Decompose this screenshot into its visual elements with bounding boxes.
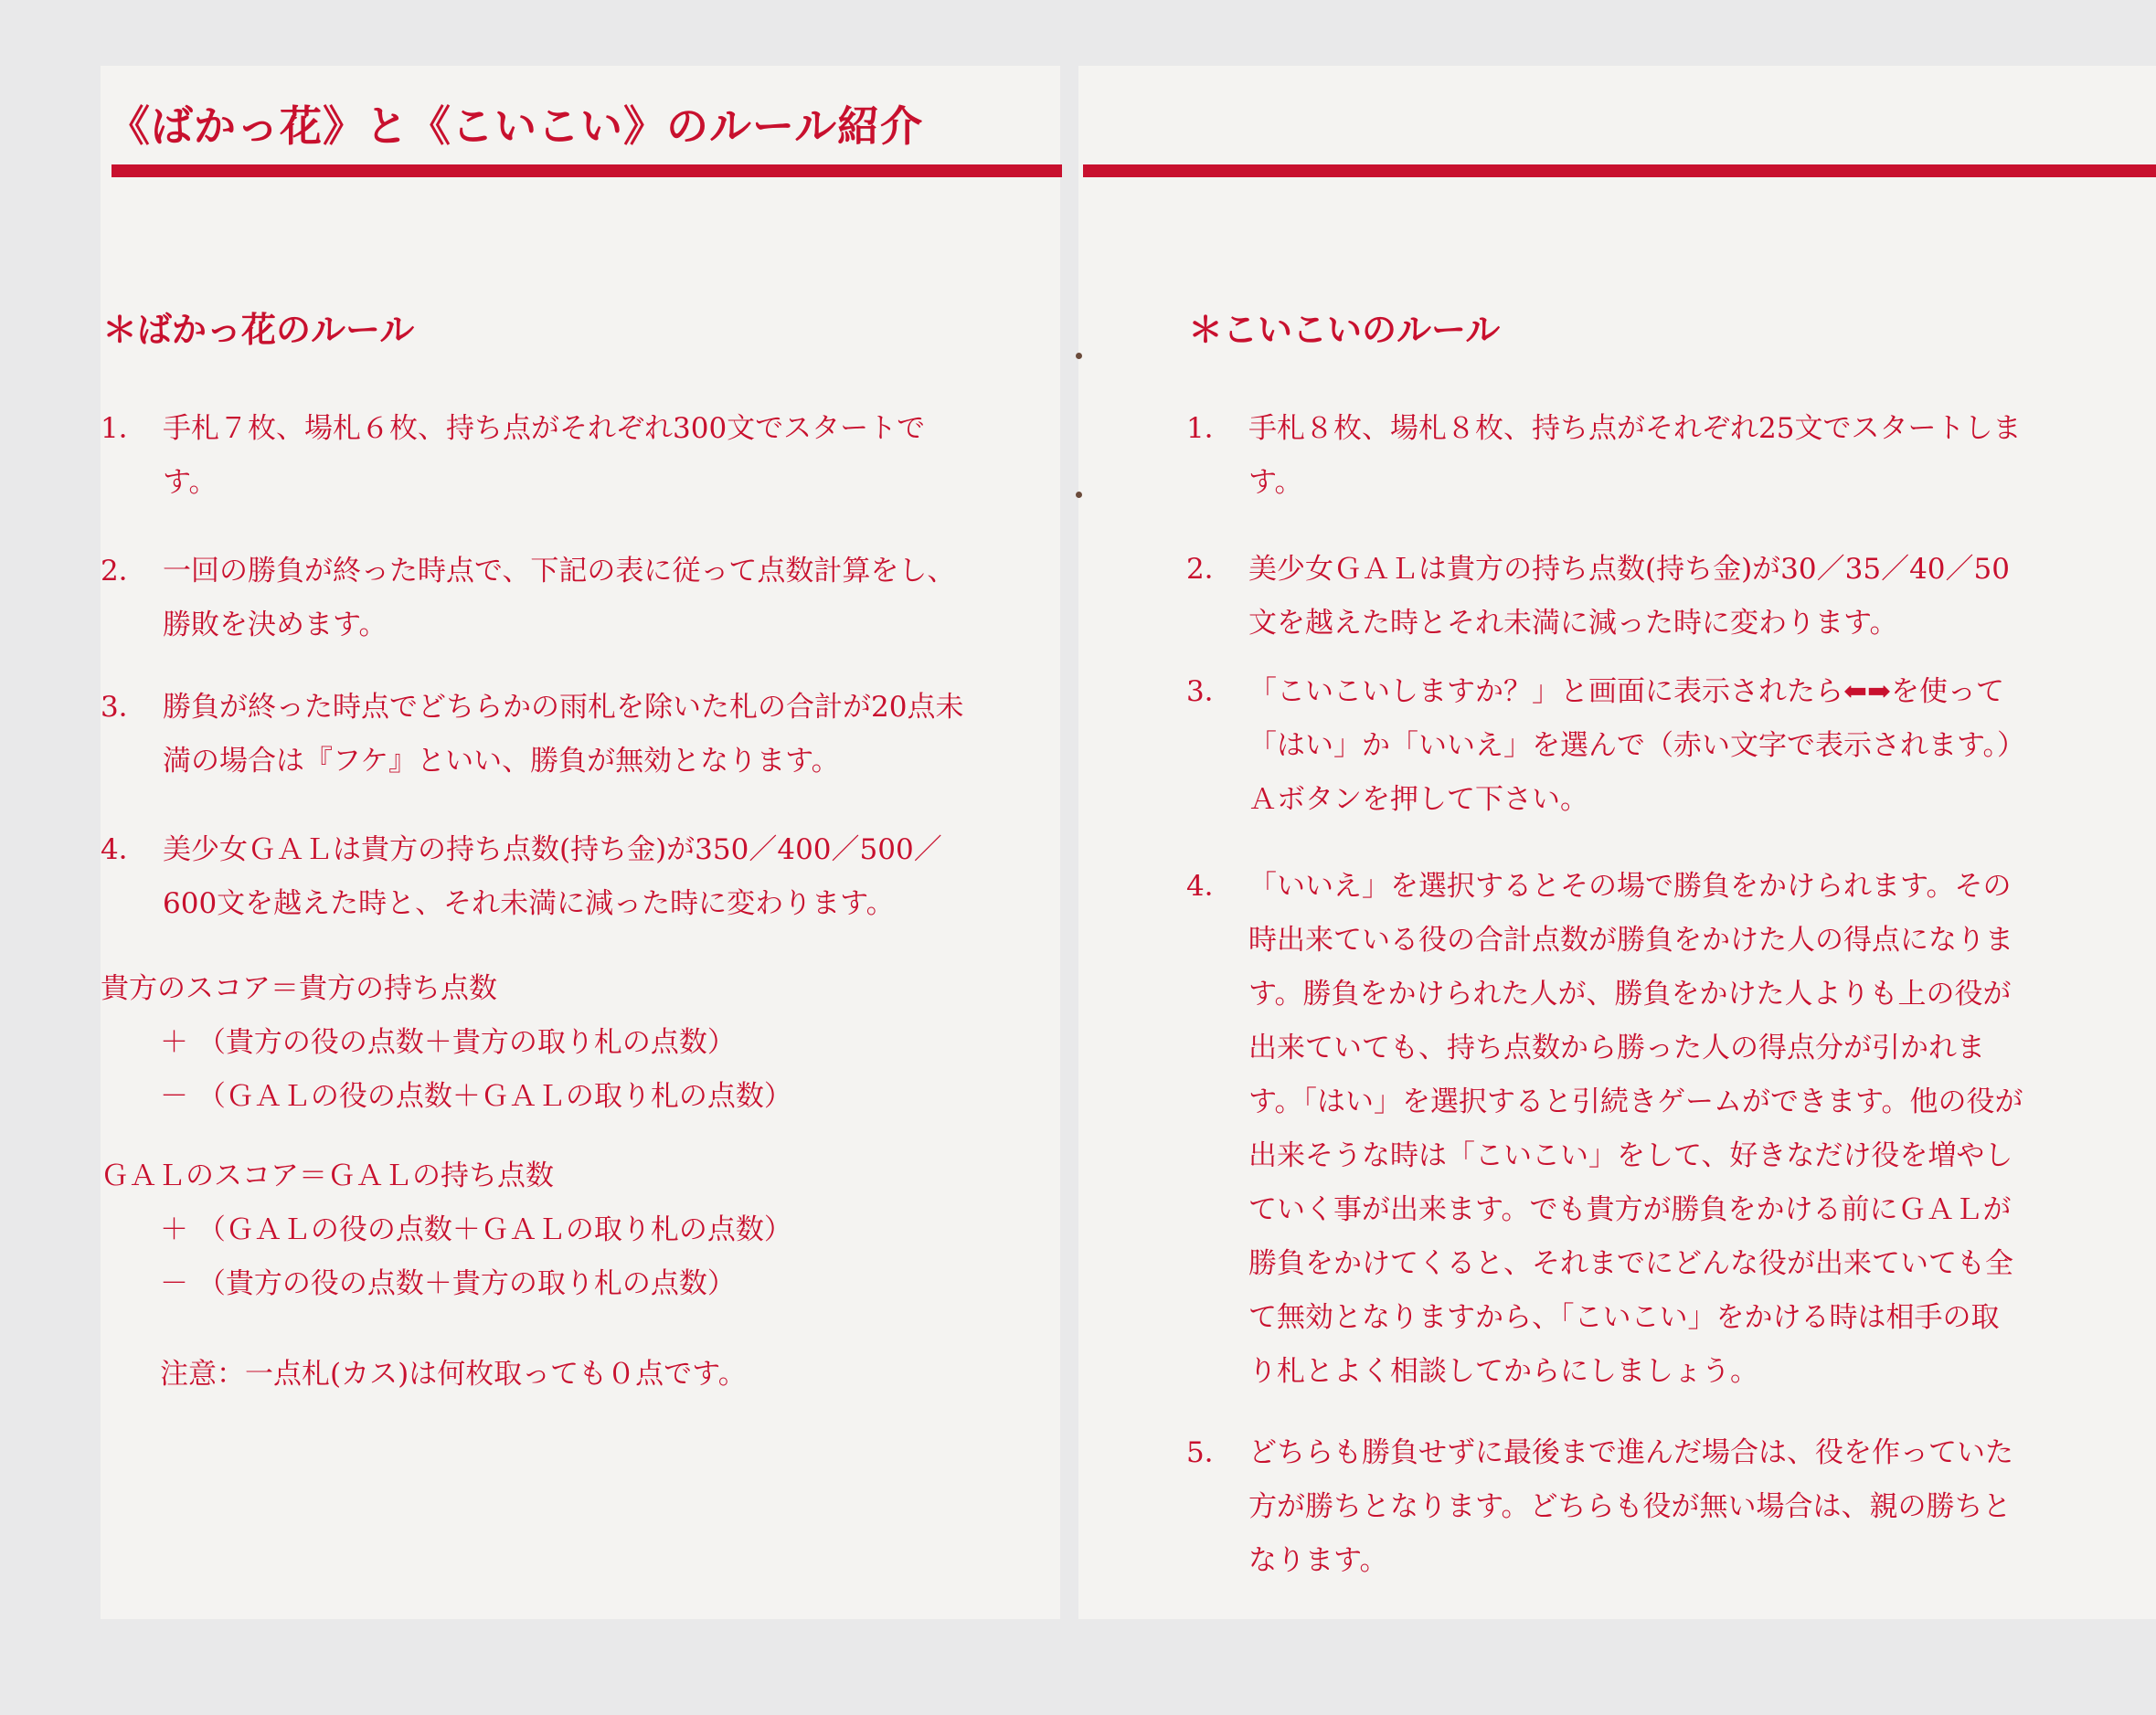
rule-number: 4． <box>1186 870 1233 903</box>
formula-head: ＧＡＬのスコア＝ＧＡＬの持ち点数 <box>101 1159 554 1192</box>
rule-item <box>101 823 969 931</box>
koikoi-section-title: ＊こいこいのルール <box>1188 310 1501 350</box>
rule-text: 手札７枚、場札６枚、持ち点がそれぞれ300文でスタートです。 <box>163 412 926 499</box>
rule-item <box>1186 665 2027 827</box>
bakappana-section-title: ＊ばかっ花のルール <box>102 310 415 350</box>
rule-text: どちらも勝負せずに最後まで進んだ場合は、役を作っていた方が勝ちとなります。どちらも役が無い場合は、親の勝ちとなります。 <box>1248 1436 2013 1577</box>
formula-plus: ＋ （貴方の役の点数＋貴方の取り札の点数） <box>160 1026 736 1059</box>
rule-number: 3． <box>101 691 147 724</box>
rule-text: 手札８枚、場札８枚、持ち点がそれぞれ25文でスタートします。 <box>1248 412 2022 499</box>
formula-plus: ＋ （ＧＡＬの役の点数＋ＧＡＬの取り札の点数） <box>160 1213 792 1246</box>
note-text: 注意：一点札(カス)は何枚取っても０点です。 <box>160 1358 747 1391</box>
formula-minus: － （貴方の役の点数＋貴方の取り札の点数） <box>160 1267 736 1300</box>
player-score-formula <box>101 962 969 1124</box>
rule-number: 1． <box>1186 412 1233 445</box>
rule-number: 5． <box>1186 1436 1233 1469</box>
rule-number: 3． <box>1186 675 1233 708</box>
rule-item <box>1186 1426 2027 1588</box>
rule-text: 美少女ＧＡＬは貴方の持ち点数(持ち金)が30／35／40／50文を越えた時とそれ未満に減った時に変わります。 <box>1248 553 2010 640</box>
rule-item <box>1186 543 2027 651</box>
rule-item <box>1186 860 2027 1399</box>
page-title: 《ばかっ花》と《こいこい》のルール紹介 <box>108 101 924 151</box>
title-rule-left <box>112 164 1062 177</box>
rule-item <box>101 681 969 789</box>
title-rule-right <box>1083 164 2156 177</box>
rule-item <box>1186 402 2027 510</box>
gutter-dot <box>1076 492 1082 498</box>
gal-score-formula <box>101 1149 969 1311</box>
rule-item <box>101 545 969 652</box>
rule-item <box>101 402 969 510</box>
gutter-dot <box>1076 353 1082 359</box>
rule-number: 2． <box>101 555 147 588</box>
rule-text: 美少女ＧＡＬは貴方の持ち点数(持ち金)が350／400／500／600文を越えた時と、それ未満に減った時に変わります。 <box>163 833 942 920</box>
rule-number: 2． <box>1186 553 1233 586</box>
formula-minus: － （ＧＡＬの役の点数＋ＧＡＬの取り札の点数） <box>160 1080 792 1113</box>
koikoi-rules <box>1186 402 2027 1588</box>
rule-text: 「こいこいしますか？」と画面に表示されたら⬅➡を使って「はい」か「いいえ」を選んで（赤い文字で表示されます。）Ａボタンを押して下さい。 <box>1248 675 2026 816</box>
formula-head: 貴方のスコア＝貴方の持ち点数 <box>101 972 497 1005</box>
rule-number: 1． <box>101 412 147 445</box>
rule-text: 「いいえ」を選択するとその場で勝負をかけられます。その時出来ている役の合計点数が勝負をかけた人の得点になります。勝負をかけられた人が、勝負をかけた人よりも上の役が出来ていても、持ち点数から勝った人の得点分が引かれます。「はい」を選択すると引続きゲームができます。他の役が出来そうな時は「こいこい」をして、好きなだけ役を増やしていく事が出来ます。でも貴方が勝負をかける前にＧＡＬが勝負をかけてくると、それまでにどんな役が出来ていても全て無効となりますから、「こいこい」をかける時は相手の取り札とよく相談してからにしましょう。 <box>1248 870 2023 1388</box>
rule-text: 一回の勝負が終った時点で、下記の表に従って点数計算をし、勝敗を決めます。 <box>163 555 956 641</box>
rule-text: 勝負が終った時点でどちらかの雨札を除いた札の合計が20点未満の場合は『フケ』といい、勝負が無効となります。 <box>163 691 964 778</box>
rule-number: 4． <box>101 833 147 866</box>
bakappana-rules <box>101 402 969 1402</box>
